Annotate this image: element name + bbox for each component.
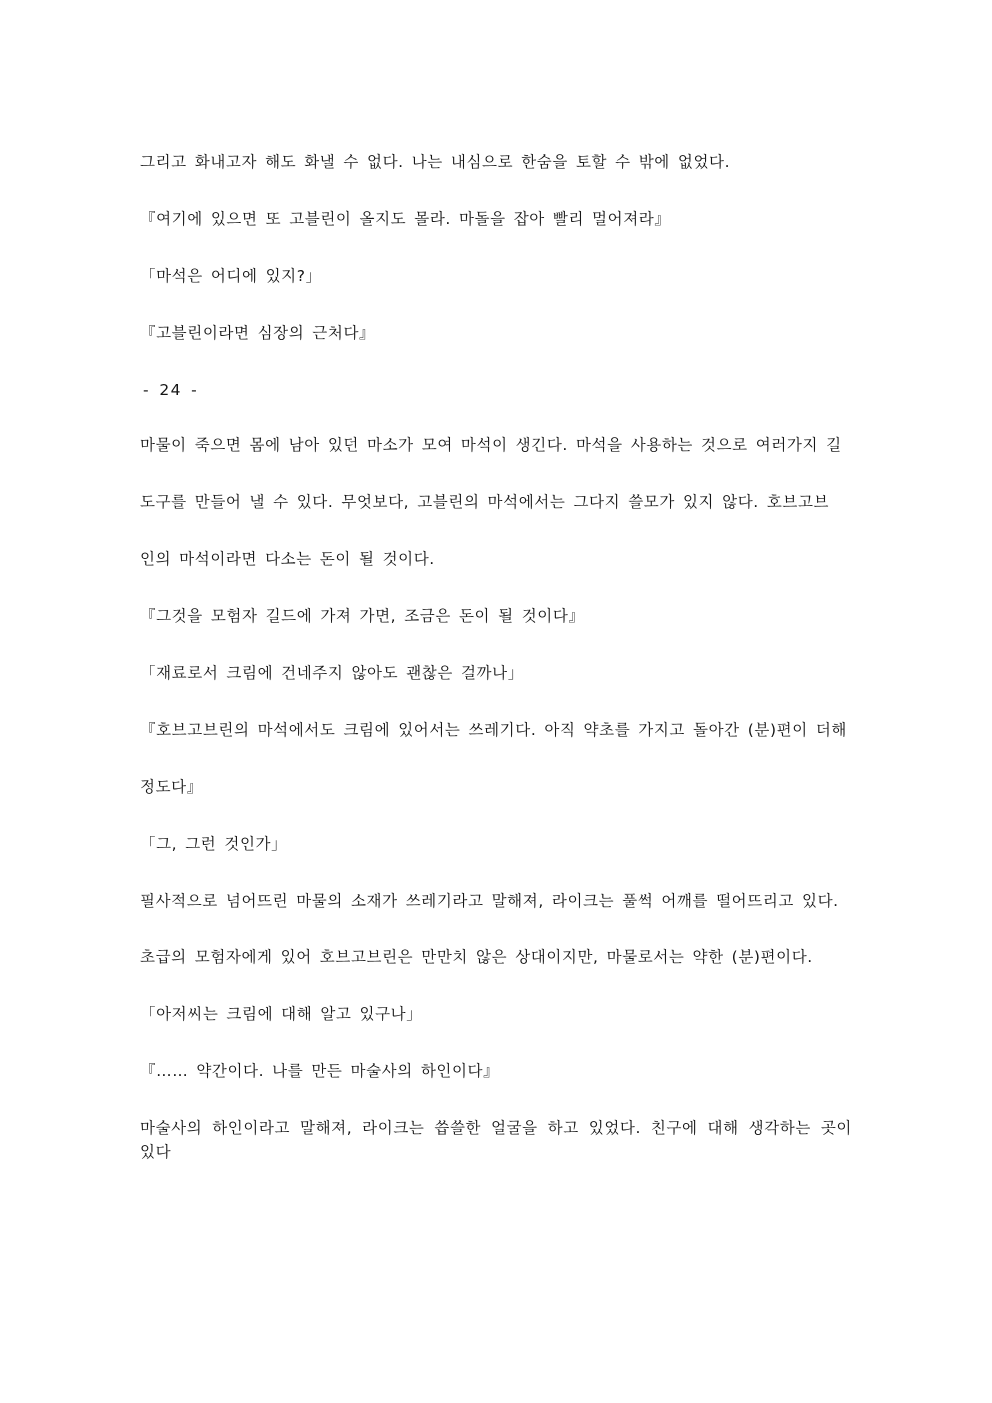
paragraph: 『…… 약간이다. 나를 만든 마술사의 하인이다』 [140,1062,500,1081]
paragraph: 마술사의 하인이라고 말해져, 라이크는 씁쓸한 얼굴을 하고 있었다. 친구에 대해 생각하는 곳이 있다 [140,1119,852,1162]
paragraph: 필사적으로 넘어뜨린 마물의 소재가 쓰레기라고 말해져, 라이크는 풀썩 어깨를 떨어뜨리고 있다. [140,892,839,911]
paragraph: 「재료로서 크림에 건네주지 않아도 괜찮은 걸까나」 [140,664,524,683]
paragraph: 『호브고브린의 마석에서도 크림에 있어서는 쓰레기다. 아직 약초를 가지고 돌아간 (분)편이 더해 [140,721,847,740]
paragraph: 「마석은 어디에 있지?」 [140,267,322,286]
paragraph: 『그것을 모험자 길드에 가져 가면, 조금은 돈이 될 것이다』 [140,607,585,626]
paragraph: 「그, 그런 것인가」 [140,835,288,854]
paragraph: 『여기에 있으면 또 고블린이 올지도 몰라. 마돌을 잡아 빨리 멀어져라』 [140,210,671,229]
paragraph: 「아저씨는 크림에 대해 알고 있구나」 [140,1005,423,1024]
paragraph: 정도다』 [140,778,203,797]
paragraph: 인의 마석이라면 다소는 돈이 될 것이다. [140,550,435,569]
paragraph: 마물이 죽으면 몸에 남아 있던 마소가 모여 마석이 생긴다. 마석을 사용하는 것으로 여러가지 길 [140,436,842,455]
paragraph: 그리고 화내고자 해도 화낼 수 없다. 나는 내심으로 한숨을 토할 수 밖에 없었다. [140,153,731,171]
paragraph: 『고블린이라면 심장의 근처다』 [140,324,376,343]
paragraph: 도구를 만들어 낼 수 있다. 무엇보다, 고블린의 마석에서는 그다지 쓸모가 있지 않다. 호브고브 [140,493,830,512]
document-text-body [140,150,852,1164]
paragraph: 초급의 모험자에게 있어 호브고브린은 만만치 않은 상대이지만, 마물로서는 약한 (분)편이다. [140,948,813,967]
page-number: - 24 - [143,381,199,400]
